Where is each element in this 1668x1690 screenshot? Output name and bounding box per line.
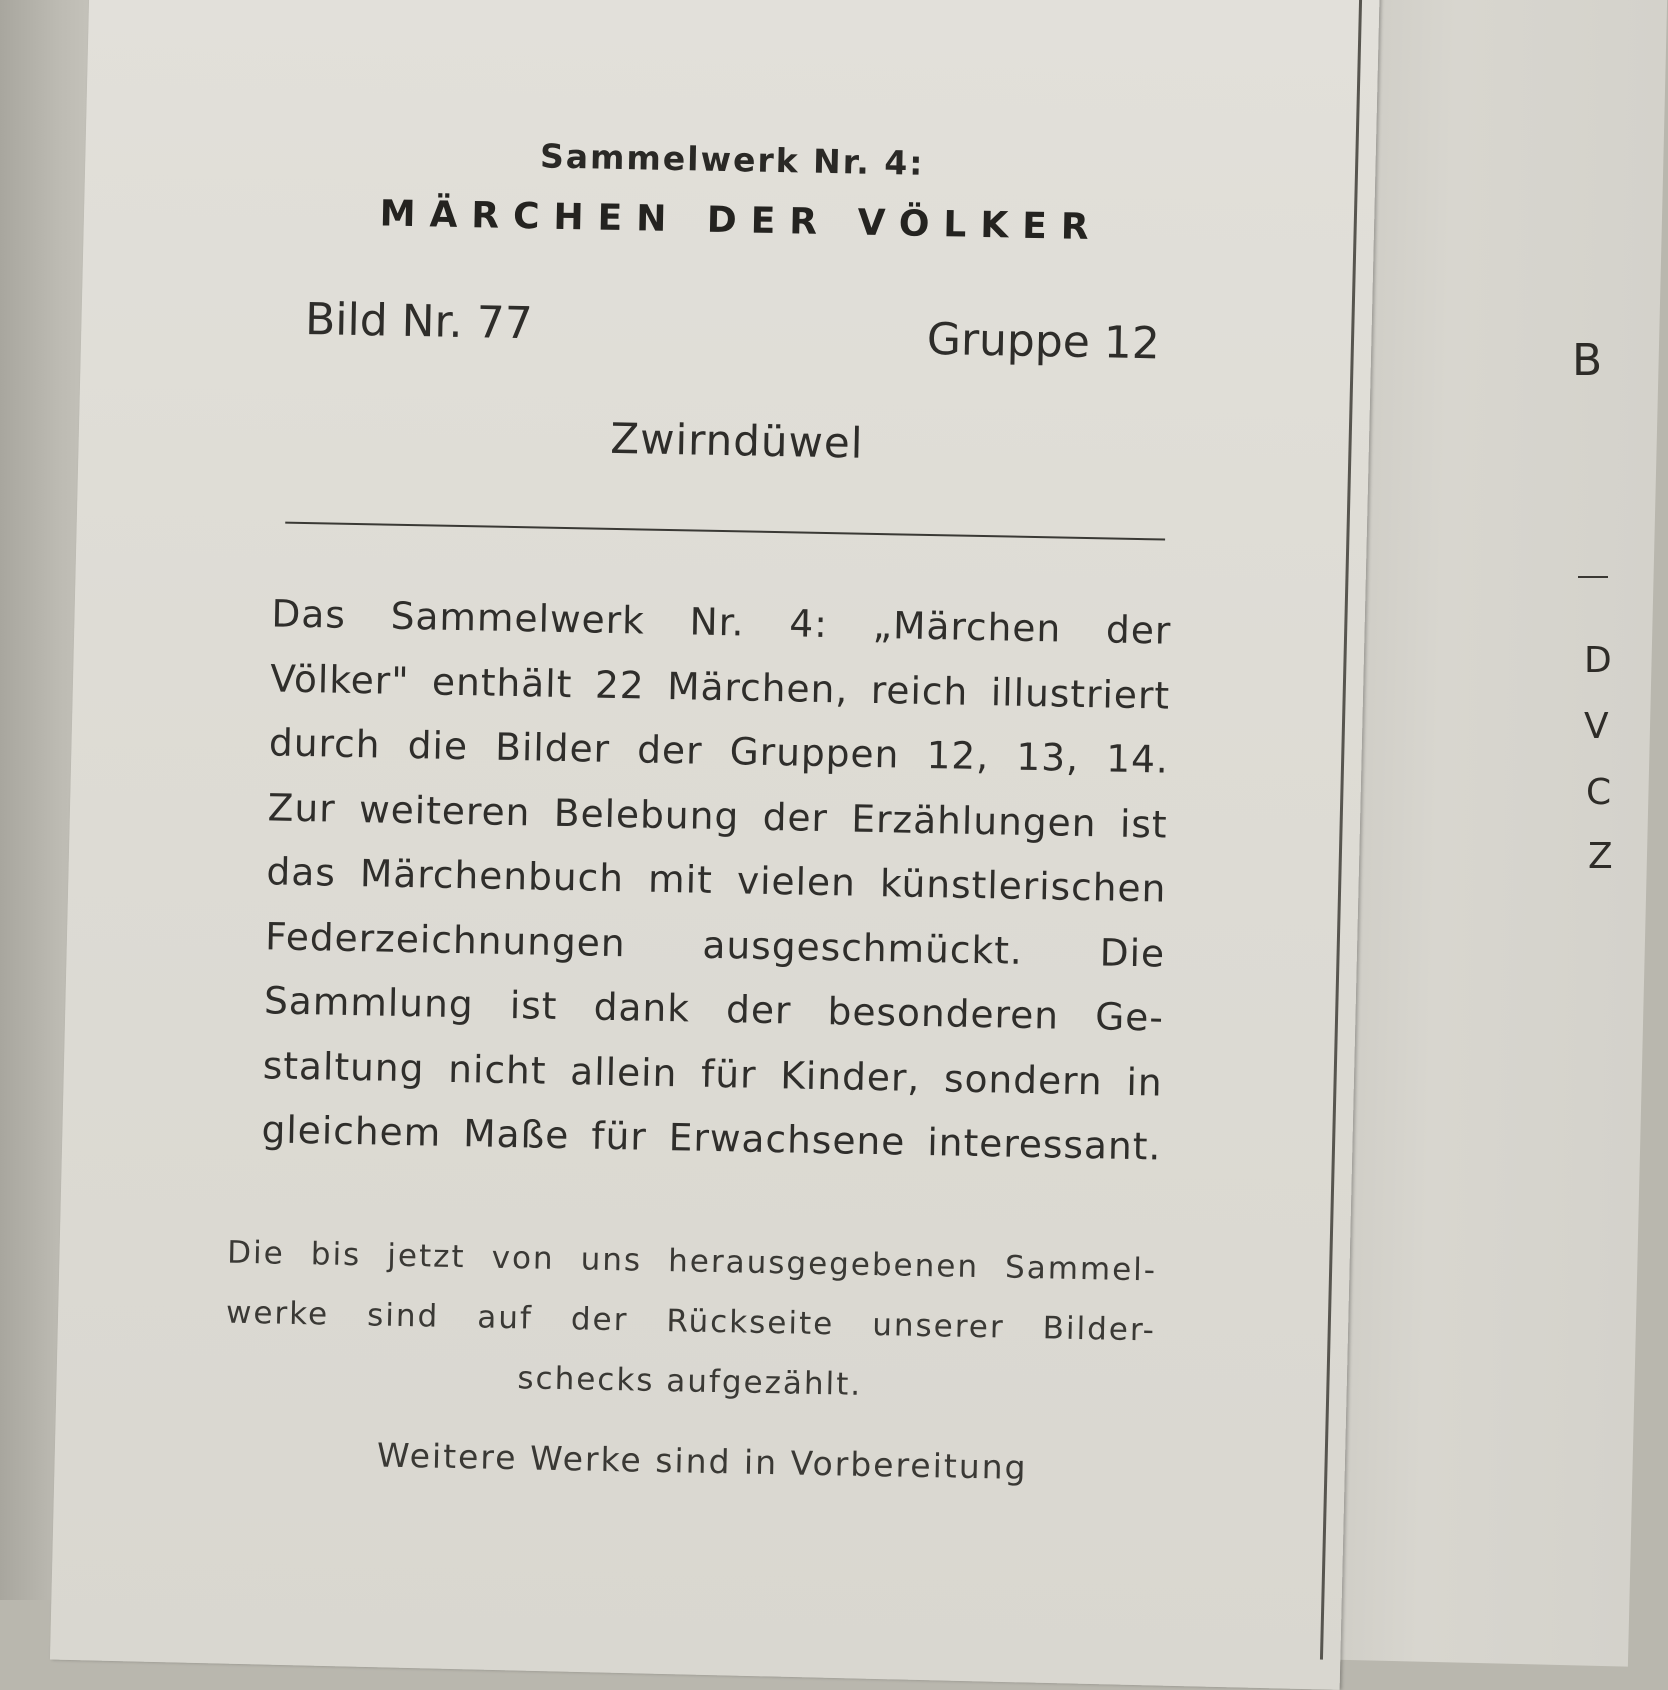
description-line: Federzeichnungen ausgeschmückt. Die <box>264 913 1166 976</box>
description-line: Zur weiteren Belebung der Erzählungen ist <box>267 784 1169 847</box>
series-title: MÄRCHEN DER VÖLKER <box>379 193 1103 249</box>
description-line: durch die Bilder der Gruppen 12, 13, 14. <box>268 720 1170 782</box>
description-line: Völker" enthält 22 Märchen, reich illustriert <box>269 655 1171 718</box>
adjacent-card-glyph: Z <box>1588 836 1613 877</box>
adjacent-card-glyph: C <box>1586 772 1612 813</box>
picture-number: Bild Nr. 77 <box>304 293 534 350</box>
divider-rule <box>285 522 1165 541</box>
note-line: schecks aufgezählt. <box>517 1360 863 1403</box>
picture-title: Zwirndüwel <box>609 413 864 468</box>
note-paragraph <box>224 1223 1157 1421</box>
description-line: das Märchenbuch mit vielen künstlerischen <box>266 849 1167 911</box>
note-line: Die bis jetzt von uns herausgegebenen Sammel- <box>226 1234 1158 1289</box>
adjacent-card-rule <box>1578 576 1608 578</box>
group-label: Gruppe 12 <box>926 313 1161 370</box>
adjacent-card-glyph: V <box>1584 706 1609 747</box>
description-line: Sammlung ist dank der besonderen Ge- <box>263 978 1165 1040</box>
adjacent-card-glyph: B <box>1572 335 1603 386</box>
note-line: werke sind auf der Rückseite unserer Bilder- <box>225 1294 1157 1349</box>
description-line: staltung nicht allein für Kinder, sondern in <box>262 1042 1164 1105</box>
adjacent-card-glyph: D <box>1584 640 1612 681</box>
description-paragraph <box>261 581 1172 1179</box>
series-label: Sammelwerk Nr. 4: <box>539 136 925 183</box>
description-line: gleichem Maße für Erwachsene interessant. <box>261 1107 1162 1169</box>
footer-note: Weitere Werke sind in Vorbereitung <box>376 1435 1028 1488</box>
description-line: Das Sammelwerk Nr. 4: „Märchen der <box>271 591 1172 653</box>
